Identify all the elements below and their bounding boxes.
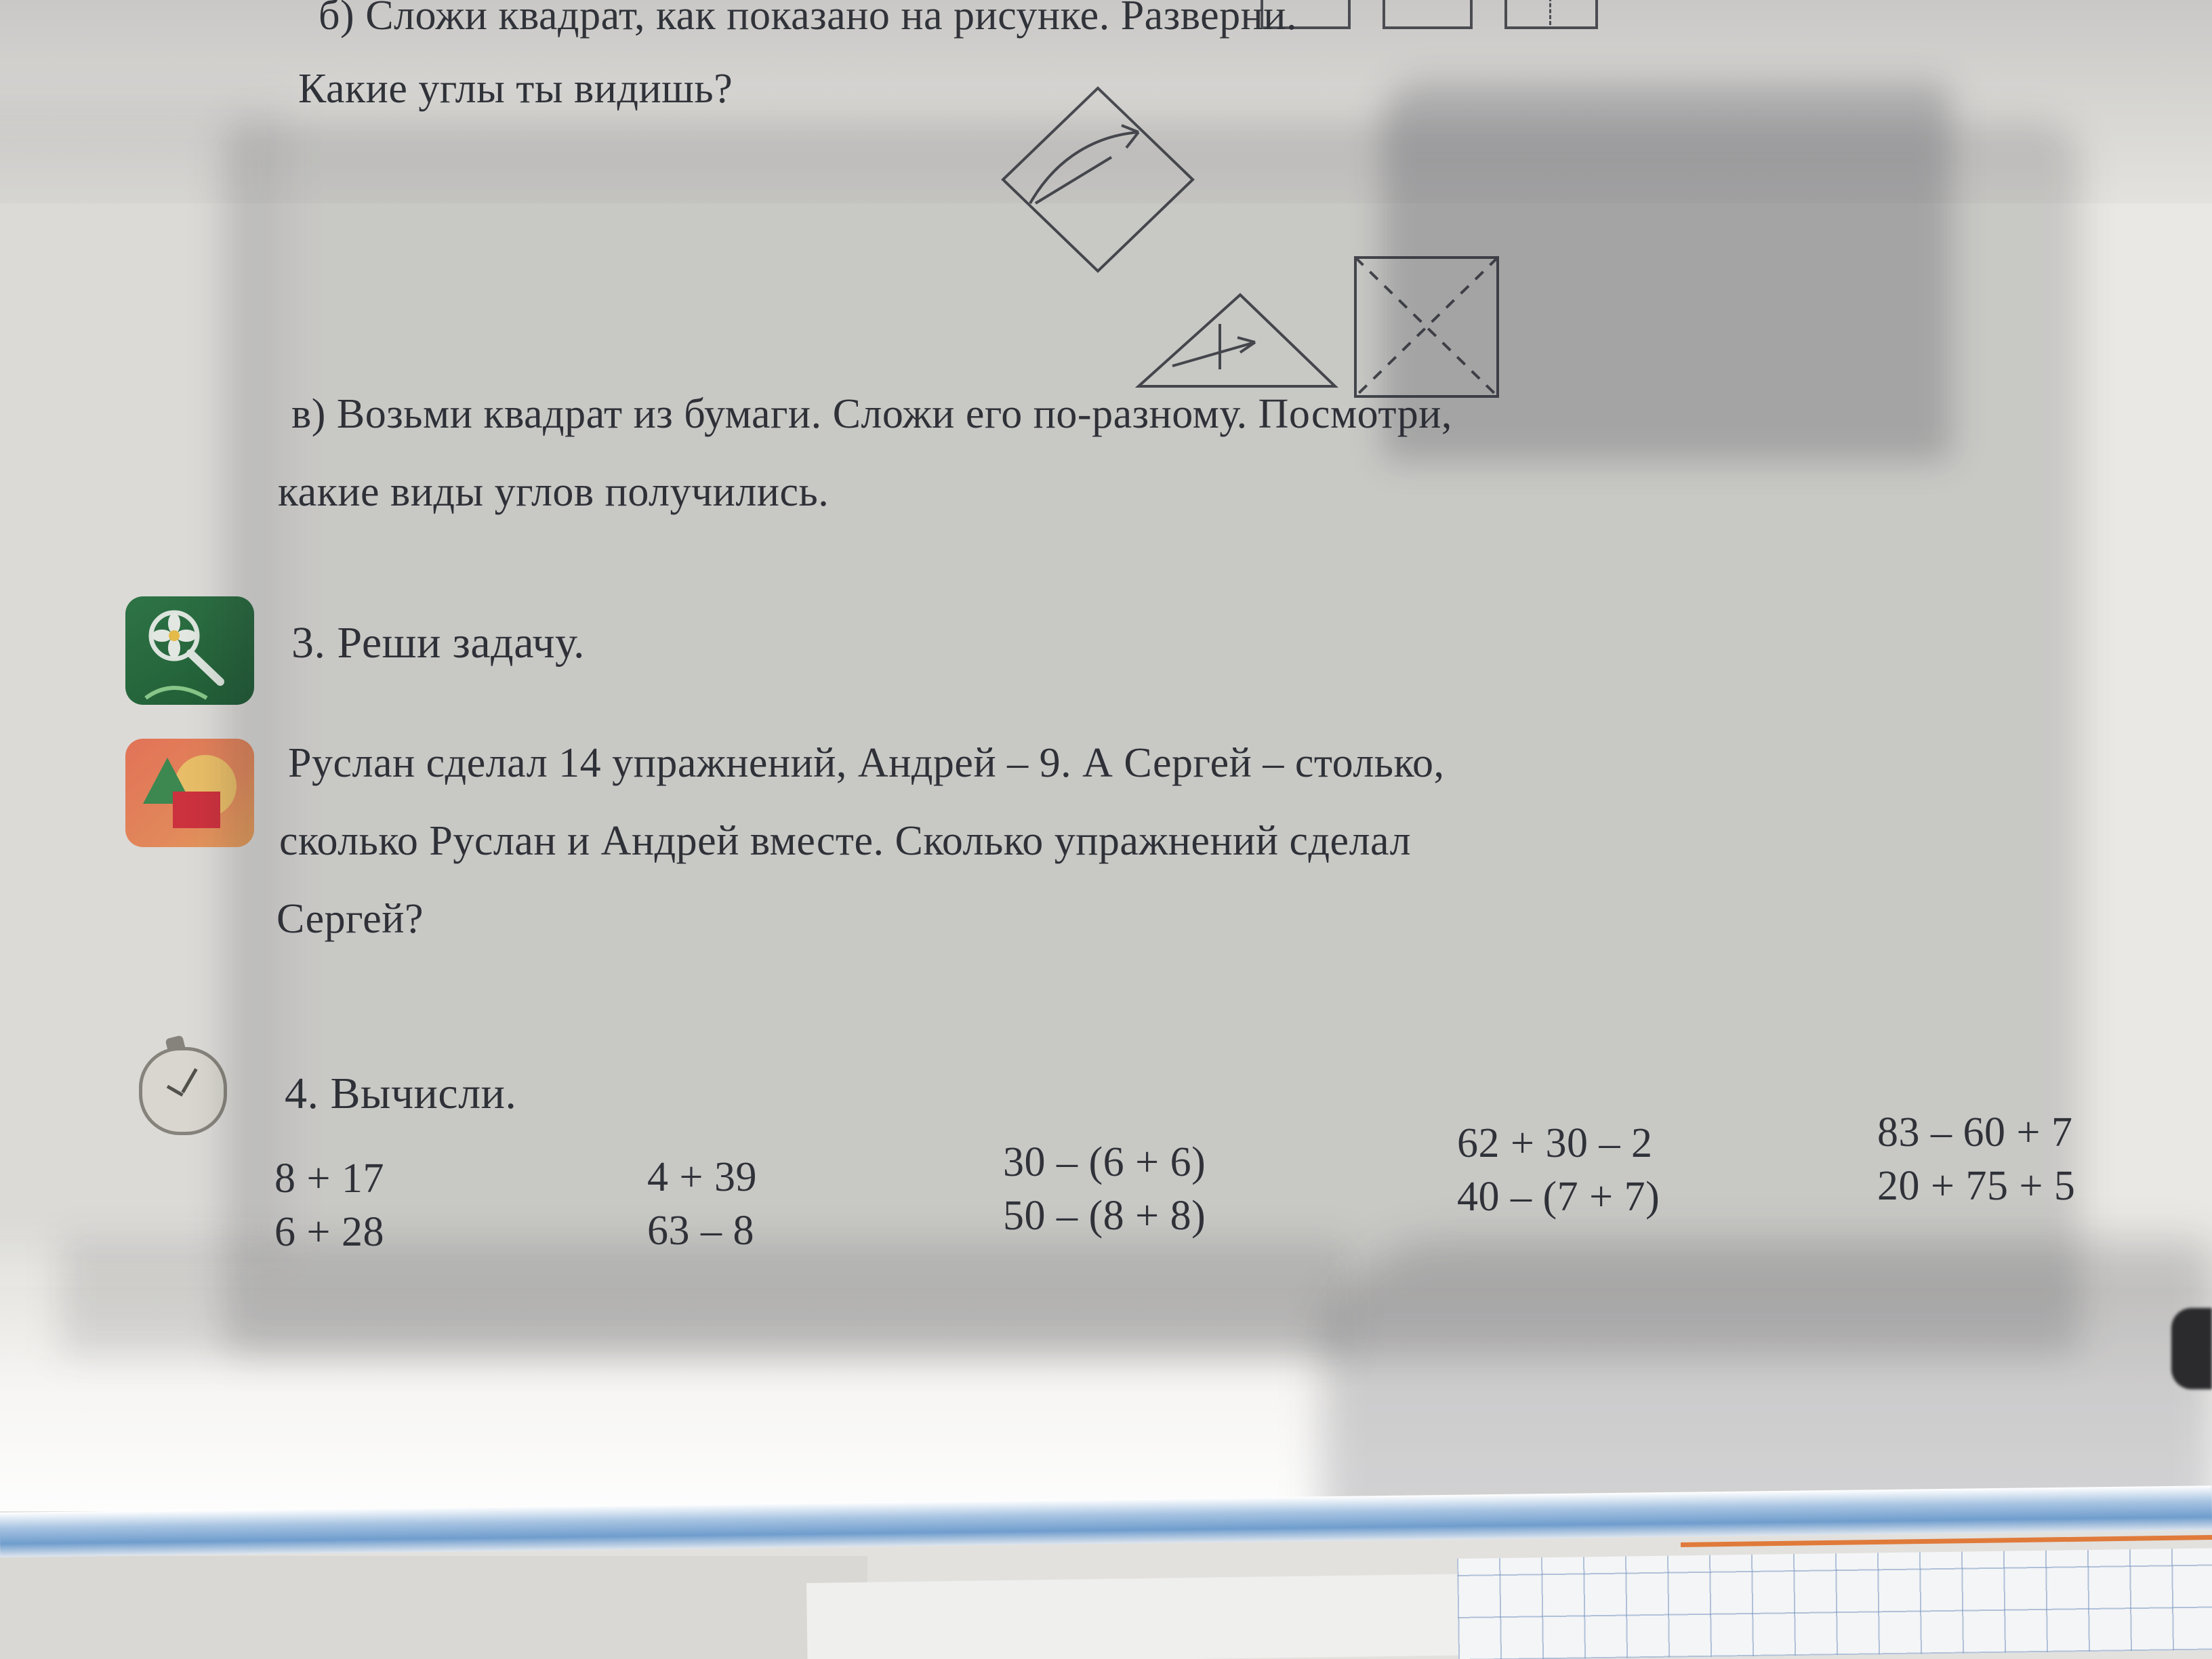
notebook-plain-area (806, 1574, 1486, 1659)
dark-object-right-edge (2171, 1308, 2212, 1389)
exercise-v-line1: в) Возьми квадрат из бумаги. Сложи его по-разному. Посмотри, (291, 391, 1452, 437)
calc-expression: 30 – (6 + 6) (1003, 1139, 1206, 1185)
exercise-b-line2: Какие углы ты видишь? (298, 66, 733, 112)
calc-expression: 40 – (7 + 7) (1457, 1174, 1660, 1221)
calc-expression: 83 – 60 + 7 (1877, 1109, 2073, 1155)
task-4-title: 4. Вычисли. (285, 1069, 517, 1118)
task-3-text-line1: Руслан сделал 14 упражнений, Андрей – 9. А Сергей – столько, (288, 740, 1445, 786)
calc-expression: 4 + 39 (647, 1154, 757, 1200)
shadow-overlay-top-right (1382, 81, 1952, 461)
desk-left-area (0, 1556, 867, 1659)
calc-expression: 20 + 75 + 5 (1877, 1163, 2076, 1210)
calc-expression: 6 + 28 (274, 1209, 384, 1256)
exercise-v-line2: какие виды углов получились. (278, 469, 830, 515)
calc-expression: 50 – (8 + 8) (1003, 1193, 1206, 1240)
notebook-grid-paper (1457, 1548, 2212, 1659)
calc-expression: 62 + 30 – 2 (1457, 1120, 1653, 1166)
task-3-text-line3: Сергей? (276, 896, 424, 942)
exercise-b-line1: б) Сложи квадрат, как показано на рисунке. Разверни. (319, 0, 1297, 39)
calc-expression: 63 – 8 (647, 1208, 754, 1254)
calc-expression: 8 + 17 (274, 1155, 384, 1202)
task-3-text-line2: сколько Руслан и Андрей вместе. Сколько упражнений сделал (279, 818, 1412, 864)
task-3-title: 3. Реши задачу. (291, 618, 585, 668)
shadow-overlay-bottom-left (61, 1240, 1349, 1355)
